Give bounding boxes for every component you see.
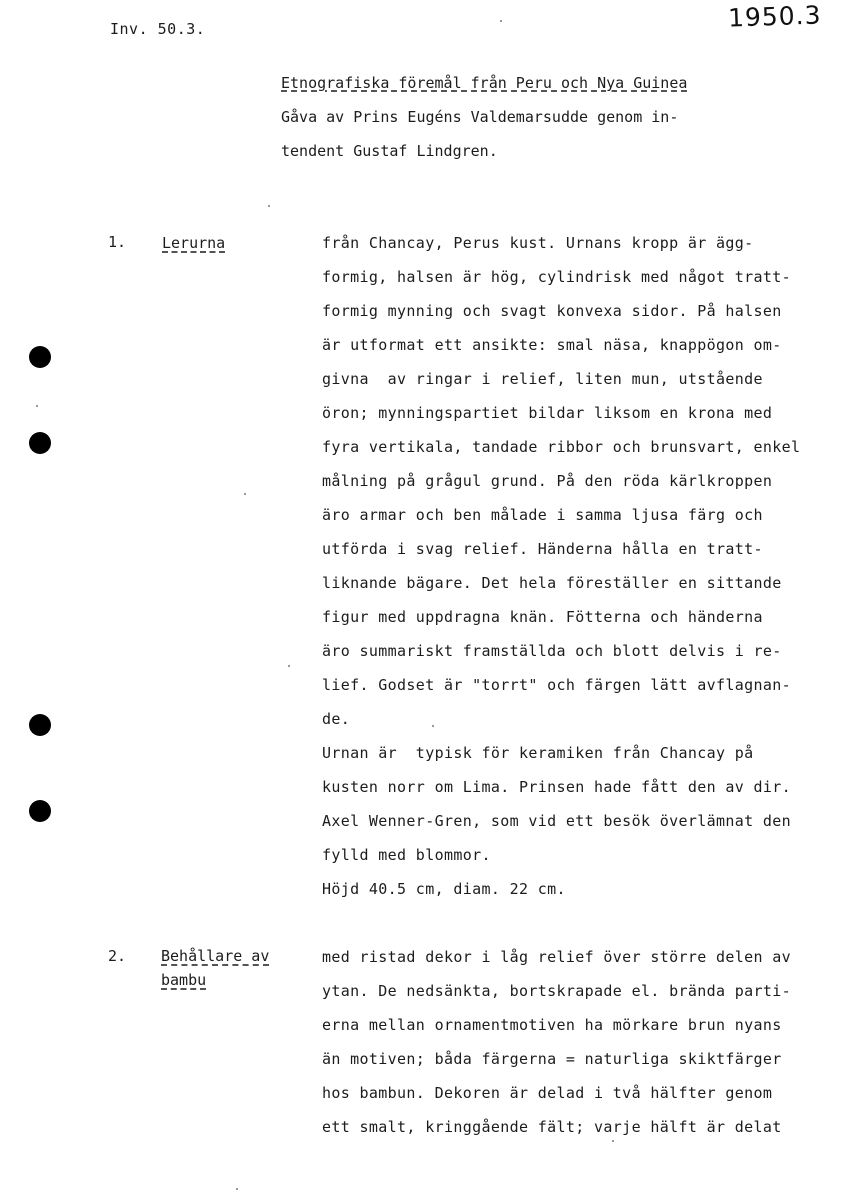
punch-hole [29, 714, 51, 736]
entry-1-text-line: Urnan är typisk för keramiken från Chancay på [322, 744, 754, 762]
punch-hole [29, 432, 51, 454]
document-title: Etnografiska föremål från Peru och Nya Guinea [281, 74, 688, 92]
entry-2-name-line-2: bambu [161, 971, 207, 989]
entry-1-text-line: figur med uppdragna knän. Fötterna och händerna [322, 608, 763, 626]
entry-2-number: 2. [108, 947, 127, 965]
scan-speck [236, 1188, 238, 1190]
entry-1-text-line: liknande bägare. Det hela föreställer en sittande [322, 574, 782, 592]
entry-1-text-line: äro armar och ben målade i samma ljusa färg och [322, 506, 763, 524]
entry-2-name-line-1: Behållare av [161, 947, 270, 965]
entry-2-text-line: med ristad dekor i låg relief över större delen av [322, 948, 792, 966]
header-block [281, 66, 801, 168]
entry-1-text-line: Höjd 40.5 cm, diam. 22 cm. [322, 880, 566, 898]
entry-2-text-line: erna mellan ornamentmotiven ha mörkare brun nyans [322, 1016, 782, 1034]
entry-1-text-line: utförda i svag relief. Händerna hålla en tratt- [322, 540, 763, 558]
scan-speck [432, 725, 434, 727]
scan-speck [36, 405, 38, 407]
entry-1-text-line: givna av ringar i relief, liten mun, utstående [322, 370, 763, 388]
gift-line-2: tendent Gustaf Lindgren. [281, 142, 498, 160]
entry-1-text-line: från Chancay, Perus kust. Urnans kropp är ägg- [322, 234, 754, 252]
entry-2-text-line: ett smalt, kringgående fält; varje hälft är delat [322, 1118, 782, 1136]
entry-1-text-line: fylld med blommor. [322, 846, 491, 864]
scan-speck [244, 493, 246, 495]
entry-1-text-line: fyra vertikala, tandade ribbor och brunsvart, enkel [322, 438, 801, 456]
entry-1-name: Lerurna [162, 234, 226, 252]
scan-speck [268, 205, 270, 207]
entry-1-text-line: kusten norr om Lima. Prinsen hade fått den av dir. [322, 778, 792, 796]
entry-1-text-line: målning på grågul grund. På den röda kärlkroppen [322, 472, 773, 490]
scan-speck [500, 20, 502, 22]
entry-1-number: 1. [108, 233, 127, 251]
inventory-number: Inv. 50.3. [110, 20, 206, 38]
entry-1-text-line: formig, halsen är hög, cylindrisk med något tratt- [322, 268, 792, 286]
gift-line-1: Gåva av Prins Eugéns Valdemarsudde genom in- [281, 108, 679, 126]
scan-speck [612, 1140, 614, 1142]
entry-1-text-line: äro summariskt framställda och blott delvis i re- [322, 642, 782, 660]
punch-hole [29, 346, 51, 368]
entry-1-description [322, 226, 860, 906]
entry-2-text-line: hos bambun. Dekoren är delad i två hälfter genom [322, 1084, 773, 1102]
scan-speck [288, 665, 290, 667]
entry-1-text-line: de. [322, 710, 351, 728]
entry-1-text-line: är utformat ett ansikte: smal näsa, knappögon om- [322, 336, 782, 354]
entry-2-text-line: ytan. De nedsänkta, bortskrapade el. brända parti- [322, 982, 792, 1000]
entry-1-text-line: formig mynning och svagt konvexa sidor. På halsen [322, 302, 782, 320]
entry-2-text-line: än motiven; båda färgerna = naturliga skiktfärger [322, 1050, 782, 1068]
entry-1-text-line: Axel Wenner-Gren, som vid ett besök överlämnat den [322, 812, 792, 830]
handwritten-catalog-number: 1950.3 [727, 0, 822, 33]
entry-2-description [322, 940, 860, 1144]
entry-1-text-line: lief. Godset är "torrt" och färgen lätt avflagnan- [322, 676, 792, 694]
punch-hole [29, 800, 51, 822]
entry-1-text-line: öron; mynningspartiet bildar liksom en krona med [322, 404, 773, 422]
